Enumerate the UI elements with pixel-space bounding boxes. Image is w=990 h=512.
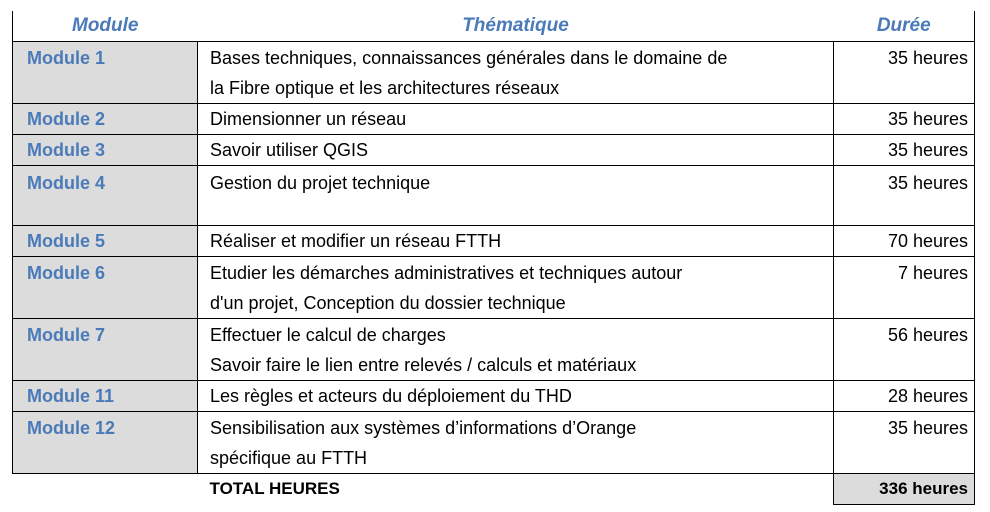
header-theme: Thématique [198, 11, 834, 42]
theme-cell: Les règles et acteurs du déploiement du THD [198, 381, 834, 412]
module-cell: Module 1 [13, 42, 198, 104]
duration-cell: 7 heures [834, 257, 975, 319]
duration-cell: 56 heures [834, 319, 975, 381]
total-value: 336 heures [834, 474, 975, 505]
module-cell: Module 2 [13, 104, 198, 135]
theme-cell: Etudier les démarches administratives et techniques autour d'un projet, Conception du dossier technique [198, 257, 834, 319]
header-duration: Durée [834, 11, 975, 42]
module-cell: Module 7 [13, 319, 198, 381]
table-row [13, 104, 975, 135]
table-row [13, 226, 975, 257]
theme-cell: Gestion du projet technique [198, 166, 834, 226]
header-module: Module [13, 11, 198, 42]
total-row [13, 474, 975, 505]
theme-cell: Sensibilisation aux systèmes d’informations d’Orange spécifique au FTTH [198, 412, 834, 474]
module-cell: Module 12 [13, 412, 198, 474]
total-spacer [13, 474, 198, 505]
module-cell: Module 5 [13, 226, 198, 257]
table-row [13, 381, 975, 412]
theme-cell: Dimensionner un réseau [198, 104, 834, 135]
duration-cell: 35 heures [834, 135, 975, 166]
table-row [13, 412, 975, 474]
module-cell: Module 11 [13, 381, 198, 412]
table-row [13, 42, 975, 104]
duration-cell: 35 heures [834, 42, 975, 104]
duration-cell: 70 heures [834, 226, 975, 257]
duration-cell: 35 heures [834, 104, 975, 135]
module-cell: Module 3 [13, 135, 198, 166]
theme-cell: Bases techniques, connaissances générales dans le domaine de la Fibre optique et les architectures réseaux [198, 42, 834, 104]
module-cell: Module 6 [13, 257, 198, 319]
table-row [13, 257, 975, 319]
theme-cell: Savoir utiliser QGIS [198, 135, 834, 166]
duration-cell: 28 heures [834, 381, 975, 412]
table-row [13, 166, 975, 226]
table-row [13, 135, 975, 166]
theme-cell: Effectuer le calcul de charges Savoir faire le lien entre relevés / calculs et matériaux [198, 319, 834, 381]
duration-cell: 35 heures [834, 412, 975, 474]
total-label: TOTAL HEURES [209, 479, 340, 499]
module-cell: Module 4 [13, 166, 198, 226]
table-header-row [13, 11, 975, 42]
theme-cell: Réaliser et modifier un réseau FTTH [198, 226, 834, 257]
table-row [13, 319, 975, 381]
duration-cell: 35 heures [834, 166, 975, 226]
module-schedule-table [12, 11, 975, 505]
